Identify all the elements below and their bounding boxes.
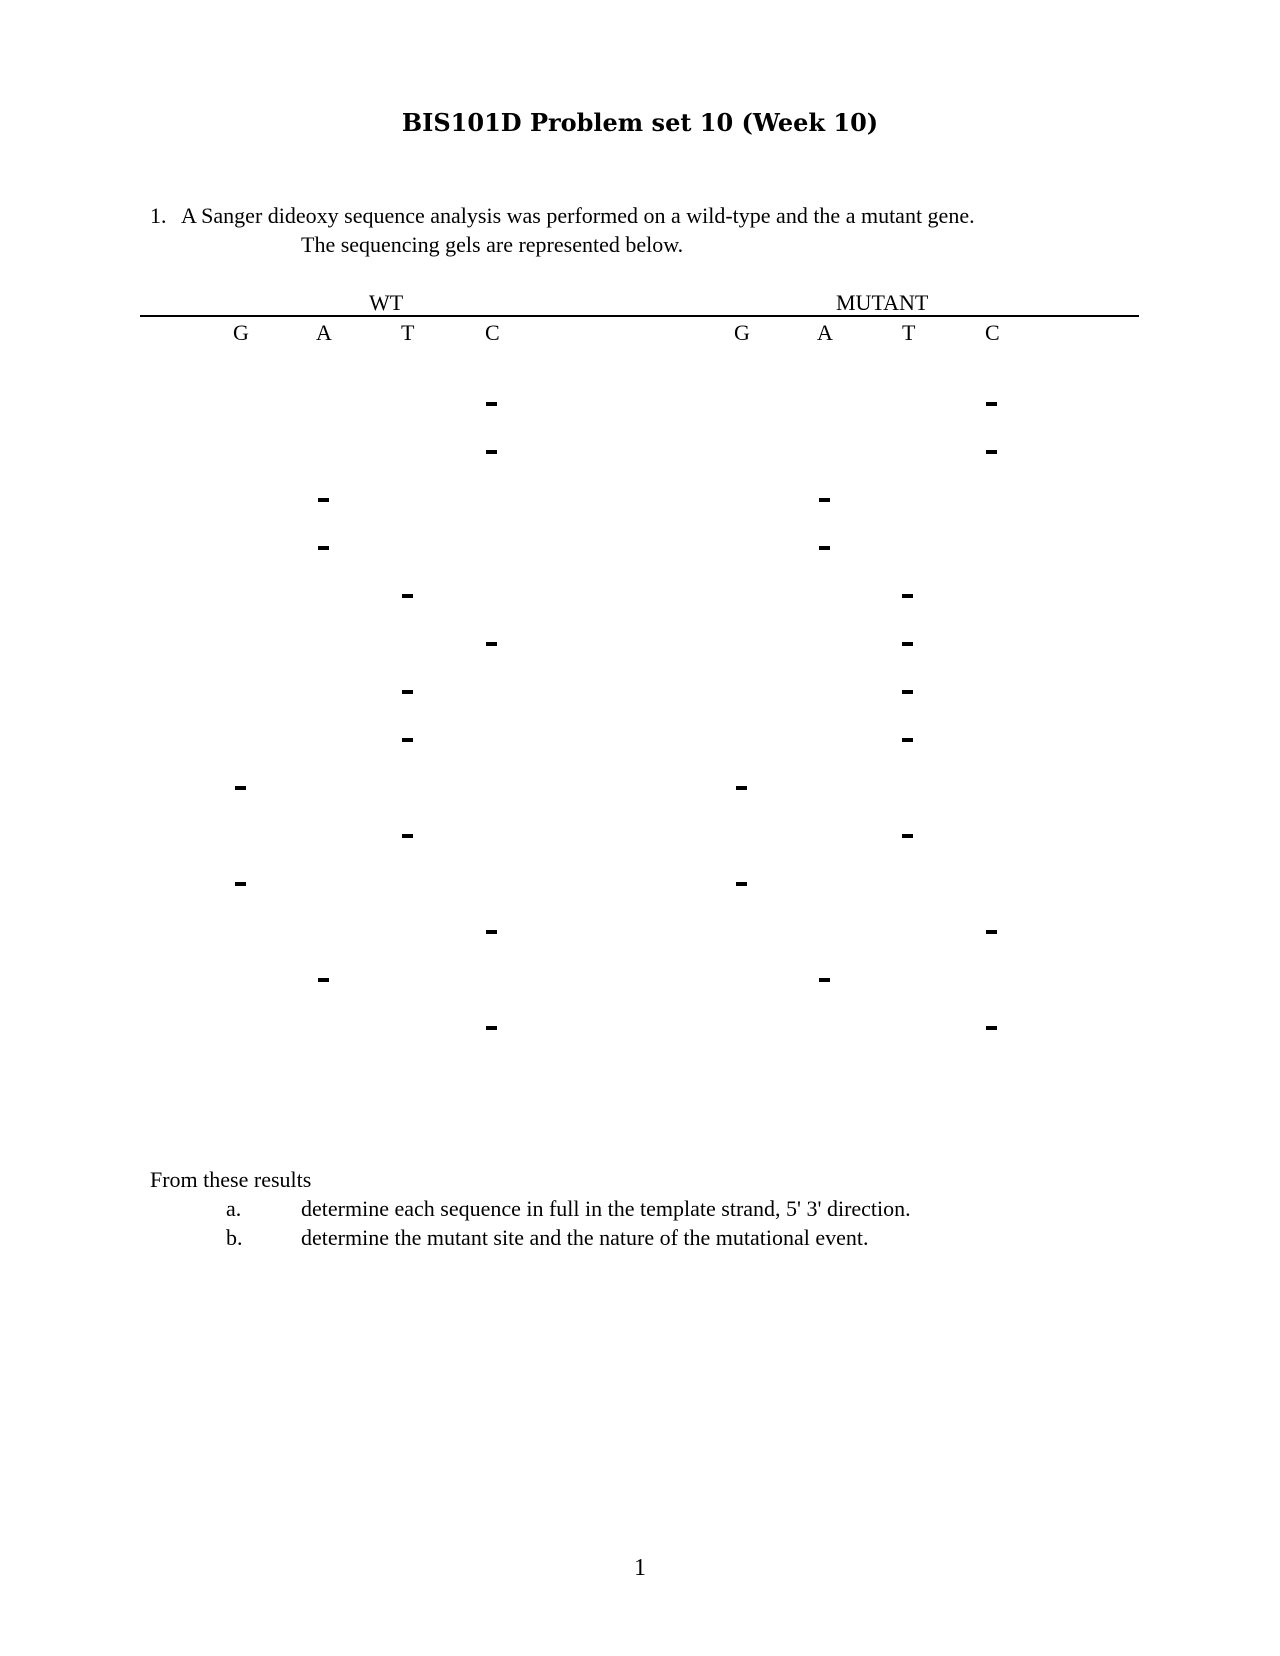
mutant-lane-g-label: G <box>734 320 750 345</box>
question-1-number: 1. <box>150 203 167 228</box>
mutant-band-8-t <box>902 738 913 742</box>
wt-lane-t-label: T <box>401 320 415 345</box>
wt-band-14-c <box>486 1026 497 1030</box>
wt-gel-label: WT <box>369 290 404 315</box>
mutant-band-14-c <box>986 1026 997 1030</box>
mutant-band-6-t <box>902 642 913 646</box>
wt-band-5-t <box>402 594 413 598</box>
wt-band-4-a <box>318 546 329 550</box>
page-title: BIS101D Problem set 10 (Week 10) <box>401 108 879 137</box>
followup-item-b-text: determine the mutant site and the nature of the mutational event. <box>301 1225 869 1250</box>
wt-band-1-c <box>486 402 497 406</box>
mutant-lane-a-label: A <box>817 320 833 345</box>
mutant-band-4-a <box>819 546 830 550</box>
wt-band-13-a <box>318 978 329 982</box>
wt-band-8-t <box>402 738 413 742</box>
mutant-band-11-g <box>736 882 747 886</box>
mutant-band-12-c <box>986 930 997 934</box>
wt-band-6-c <box>486 642 497 646</box>
wt-band-9-g <box>235 786 246 790</box>
wt-band-11-g <box>235 882 246 886</box>
wt-lane-c-label: C <box>485 320 500 345</box>
mutant-gel-label: MUTANT <box>836 290 929 315</box>
wt-band-7-t <box>402 690 413 694</box>
wt-band-12-c <box>486 930 497 934</box>
mutant-band-9-g <box>736 786 747 790</box>
wt-lane-g-label: G <box>233 320 249 345</box>
wt-lane-a-label: A <box>316 320 332 345</box>
followup-item-a-marker: a. <box>226 1196 242 1221</box>
mutant-lane-c-label: C <box>985 320 1000 345</box>
gel-header-rule <box>140 315 1139 317</box>
mutant-band-7-t <box>902 690 913 694</box>
mutant-band-13-a <box>819 978 830 982</box>
mutant-band-10-t <box>902 834 913 838</box>
followup-item-a-text: determine each sequence in full in the template strand, 5' 3' direction. <box>301 1196 911 1221</box>
wt-band-2-c <box>486 450 497 454</box>
question-1-line-2: The sequencing gels are represented below. <box>301 232 684 257</box>
mutant-band-3-a <box>819 498 830 502</box>
wt-band-10-t <box>402 834 413 838</box>
mutant-band-2-c <box>986 450 997 454</box>
mutant-band-1-c <box>986 402 997 406</box>
page-number: 1 <box>634 1555 646 1581</box>
question-1-line-1: A Sanger dideoxy sequence analysis was performed on a wild-type and the a mutant gene. <box>181 203 975 228</box>
wt-band-3-a <box>318 498 329 502</box>
mutant-lane-t-label: T <box>902 320 916 345</box>
mutant-band-5-t <box>902 594 913 598</box>
followup-item-b-marker: b. <box>226 1225 243 1250</box>
followup-intro: From these results <box>150 1167 312 1192</box>
